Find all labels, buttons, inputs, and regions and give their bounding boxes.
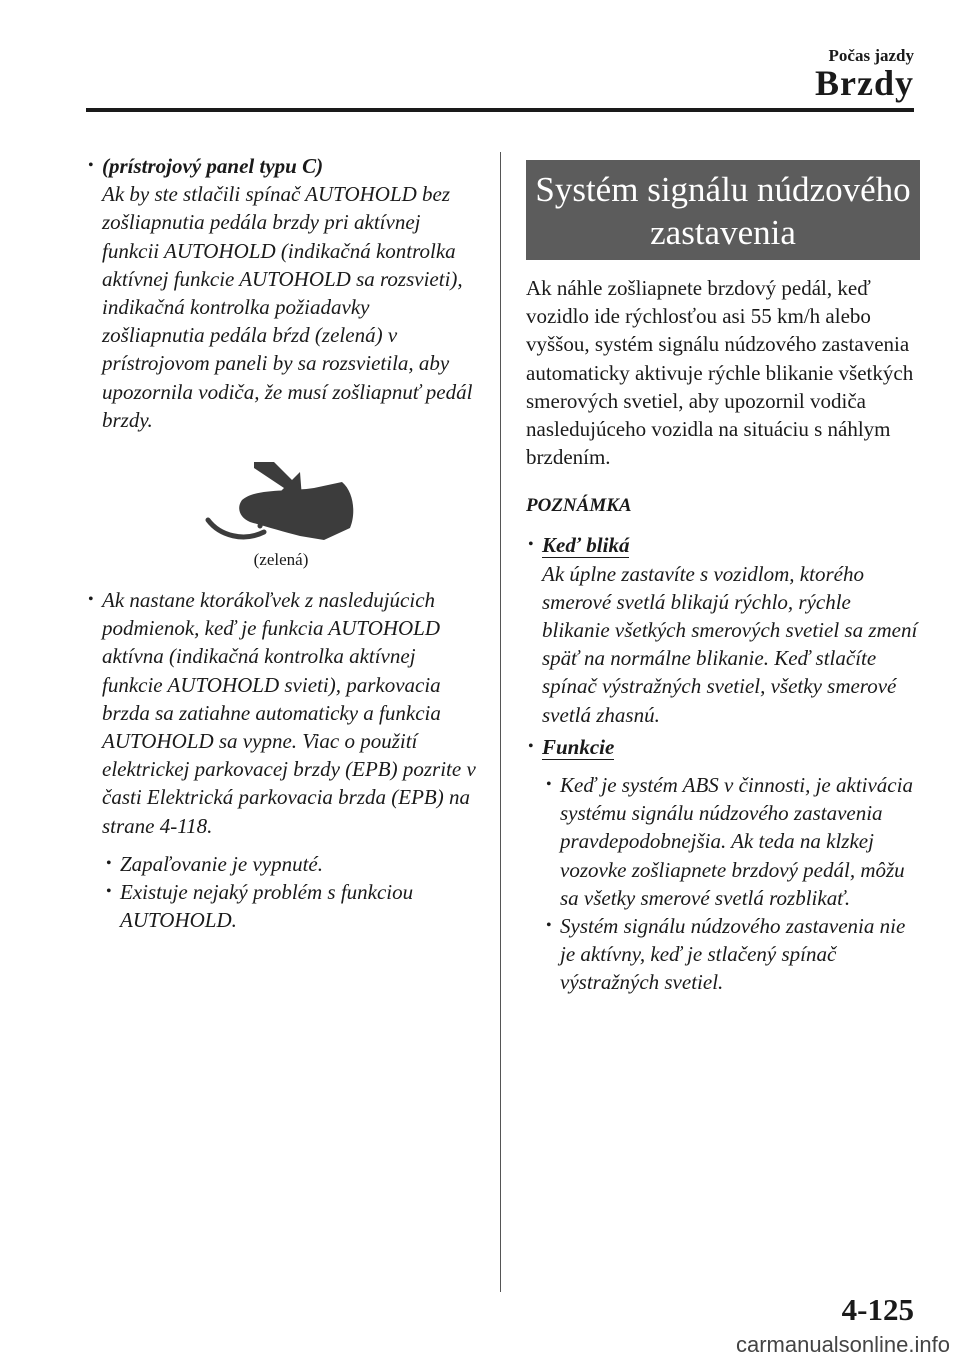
sub-list-item: • Systém signálu núdzového zastavenia nie je aktívny, keď je stlačený spínač výstražných svetiel. bbox=[546, 914, 906, 995]
bullet-icon: • bbox=[88, 591, 94, 609]
right-column bbox=[526, 152, 920, 997]
note-sub-list bbox=[526, 771, 920, 997]
item-title: (prístrojový panel typu C) bbox=[102, 154, 324, 178]
note-title: Funkcie bbox=[542, 734, 615, 759]
item-text: Ak by ste stlačili spínač AUTOHOLD bez zošliapnutia pedála brzdy pri aktívnej funkcii AUTOHOLD (indikačná kontrolka aktívnej funkcie AUTOHOLD sa rozsvieti), indikačná kontrolka požiadavky zošliapnutia pedála bŕzd (zelená) v prístrojovom paneli by sa rozsvietila, aby upozornila vodiča, že musí zošliapnuť pedál brzdy. bbox=[102, 182, 473, 432]
section-heading: Systém signálu núdzového zastavenia bbox=[526, 160, 920, 260]
note-item-blinking bbox=[526, 531, 920, 728]
figure-caption: (zelená) bbox=[253, 550, 309, 570]
list-item-instrument-panel-c bbox=[86, 152, 476, 434]
bullet-icon: • bbox=[106, 854, 112, 872]
bullet-icon: • bbox=[528, 737, 534, 755]
sub-list-item: • Existuje nejaký problém s funkciou AUTOHOLD. bbox=[106, 880, 414, 933]
intro-paragraph: Ak náhle zošliapnete brzdový pedál, keď vozidlo ide rýchlosťou asi 55 km/h alebo vyššou, systém signálu núdzového zastavenia automaticky aktivuje rýchle blikanie všetkých smerových svetiel, aby upozornil vodiča nasledujúceho vozidla na situáciu s náhlym brzdením. bbox=[526, 276, 914, 470]
sub-list-item: • Zapaľovanie je vypnuté. bbox=[104, 850, 476, 878]
bullet-icon: • bbox=[106, 883, 112, 901]
note-title: Keď bliká bbox=[542, 533, 630, 558]
item-text: Ak nastane ktorákoľvek z nasledujúcich podmienok, keď je funkcia AUTOHOLD aktívna (indikačná kontrolka aktívnej funkcie AUTOHOLD svieti), parkovacia brzda sa zatiahne automaticky a funkcia AUTOHOLD sa vypne. Viac o použití elektrickej parkovacej brzdy (EPB) pozrite v časti Elektrická parkovacia brzda (EPB) na strane 4-118. bbox=[102, 588, 476, 838]
note-text: Ak úplne zastavíte s vozidlom, ktorého smerové svetlá blikajú rýchlo, rýchle blikanie všetkých smerových svetiel sa zmení späť na normálne blikanie. Keď stlačíte spínač výstražných svetiel, všetky smerové svetlá zhasnú. bbox=[542, 561, 918, 727]
column-divider bbox=[500, 152, 501, 1292]
bullet-icon: • bbox=[546, 776, 552, 794]
header-rule bbox=[86, 108, 914, 112]
list-item-autohold-conditions bbox=[86, 586, 476, 840]
bullet-icon: • bbox=[528, 536, 534, 554]
sub-list-item: • Keď je systém ABS v činnosti, je aktivácia systému signálu núdzového zastavenia pravdepodobnejšia. Ak teda na klzkej vozovke zošliapnete brzdový pedál, môžu sa všetky smerové svetlá rozblikať. bbox=[546, 773, 913, 910]
sub-list bbox=[86, 850, 476, 935]
watermark: carmanualsonline.info bbox=[735, 1332, 950, 1357]
running-header-title: Brzdy bbox=[815, 63, 914, 103]
note-label: POZNÁMKA bbox=[526, 495, 632, 517]
brake-pedal-foot-icon bbox=[204, 462, 364, 552]
running-header-section: Počas jazdy bbox=[828, 46, 914, 65]
page-number: 4-125 bbox=[841, 1292, 914, 1327]
left-column bbox=[86, 152, 476, 934]
note-item-functions bbox=[526, 733, 920, 761]
bullet-icon: • bbox=[88, 157, 94, 174]
figure-brake-indicator bbox=[86, 462, 476, 576]
bullet-icon: • bbox=[546, 917, 552, 935]
